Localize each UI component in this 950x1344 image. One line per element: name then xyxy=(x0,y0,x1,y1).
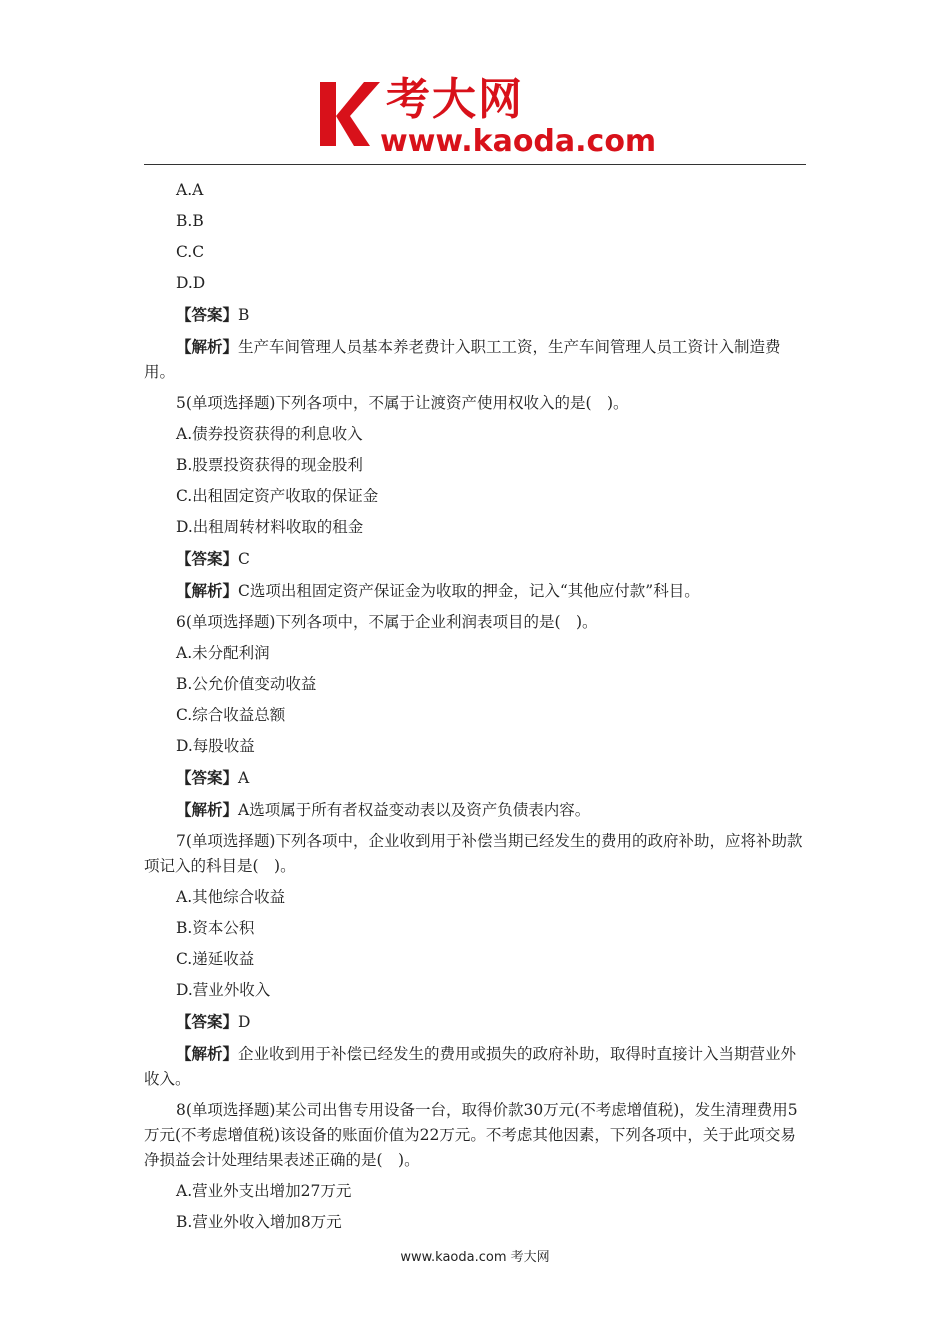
line-text: D.D xyxy=(176,274,206,292)
line-text: C.综合收益总额 xyxy=(176,706,286,724)
line-text: C.出租固定资产收取的保证金 xyxy=(176,487,379,505)
page-footer xyxy=(0,1246,950,1265)
line-text: 5(单项选择题)下列各项中，不属于让渡资产使用权收入的是( )。 xyxy=(176,394,629,412)
line-label: 【解析】 xyxy=(176,800,239,819)
line-text: C.递延收益 xyxy=(176,950,255,968)
doc-line xyxy=(144,913,808,944)
line-text: B.公允价值变动收益 xyxy=(176,675,317,693)
line-text: B.B xyxy=(176,212,204,230)
line-label: 【答案】 xyxy=(176,549,239,568)
line-text: A.债券投资获得的利息收入 xyxy=(176,425,363,443)
doc-line xyxy=(144,794,808,826)
line-text: C选项出租固定资产保证金为收取的押金，记入“其他应付款”科目。 xyxy=(238,582,700,600)
brand-url: www.kaoda.com xyxy=(380,124,657,159)
footer-brand: 考大网 xyxy=(510,1250,550,1265)
line-text: A.其他综合收益 xyxy=(176,888,286,906)
doc-line xyxy=(144,331,808,388)
doc-line xyxy=(144,543,808,575)
page-header xyxy=(0,0,950,170)
line-label: 【答案】 xyxy=(176,768,239,787)
line-label: 【解析】 xyxy=(176,581,239,600)
line-label: 【答案】 xyxy=(176,1012,239,1031)
doc-line xyxy=(144,731,808,762)
doc-line xyxy=(144,975,808,1006)
line-text: D xyxy=(238,1013,251,1031)
doc-line xyxy=(144,669,808,700)
line-label: 【解析】 xyxy=(176,1044,239,1063)
line-text: 生产车间管理人员基本养老费计入职工工资，生产车间管理人员工资计入制造费用。 xyxy=(144,338,781,381)
doc-line xyxy=(144,388,808,419)
line-text: A.A xyxy=(176,181,204,199)
doc-line xyxy=(144,607,808,638)
line-text: D.每股收益 xyxy=(176,737,255,755)
doc-line xyxy=(144,1095,808,1176)
header-divider xyxy=(144,164,806,165)
doc-line xyxy=(144,762,808,794)
line-text: A xyxy=(238,769,250,787)
doc-line xyxy=(144,1207,808,1238)
kaoda-logo-icon xyxy=(318,82,380,150)
footer-url: www.kaoda.com xyxy=(400,1250,507,1265)
doc-line xyxy=(144,512,808,543)
line-label: 【解析】 xyxy=(176,337,239,356)
line-text: B.股票投资获得的现金股利 xyxy=(176,456,363,474)
line-text: 8(单项选择题)某公司出售专用设备一台，取得价款30万元(不考虑增值税)，发生清理费用5万元(不考虑增值税)该设备的账面价值为22万元。不考虑其他因素，下列各项中，关于此项交易净损益会计处理结果表述正确的是( )。 xyxy=(144,1101,798,1169)
line-text: D.营业外收入 xyxy=(176,981,271,999)
doc-line xyxy=(144,175,808,206)
line-text: A选项属于所有者权益变动表以及资产负债表内容。 xyxy=(238,801,591,819)
line-text: 6(单项选择题)下列各项中，不属于企业利润表项目的是( )。 xyxy=(176,613,598,631)
doc-line xyxy=(144,299,808,331)
doc-line xyxy=(144,575,808,607)
line-text: A.未分配利润 xyxy=(176,644,270,662)
line-text: B.资本公积 xyxy=(176,919,255,937)
doc-line xyxy=(144,882,808,913)
line-text: 7(单项选择题)下列各项中，企业收到用于补偿当期已经发生的费用的政府补助，应将补助款项记入的科目是( )。 xyxy=(144,832,803,875)
doc-line xyxy=(144,944,808,975)
doc-line xyxy=(144,1006,808,1038)
line-text: 企业收到用于补偿已经发生的费用或损失的政府补助，取得时直接计入当期营业外收入。 xyxy=(144,1045,797,1088)
doc-line xyxy=(144,450,808,481)
line-text: A.营业外支出增加27万元 xyxy=(176,1182,352,1200)
line-label: 【答案】 xyxy=(176,305,239,324)
brand-name: 考大网 xyxy=(386,74,524,125)
document-body xyxy=(144,175,808,1238)
line-text: B xyxy=(238,306,250,324)
doc-line xyxy=(144,419,808,450)
doc-line xyxy=(144,700,808,731)
doc-line xyxy=(144,268,808,299)
doc-line xyxy=(144,237,808,268)
doc-line xyxy=(144,1176,808,1207)
line-text: D.出租周转材料收取的租金 xyxy=(176,518,364,536)
line-text: B.营业外收入增加8万元 xyxy=(176,1213,342,1231)
line-text: C xyxy=(238,550,250,568)
doc-line xyxy=(144,1038,808,1095)
doc-line xyxy=(144,826,808,882)
doc-line xyxy=(144,638,808,669)
doc-line xyxy=(144,206,808,237)
doc-line xyxy=(144,481,808,512)
line-text: C.C xyxy=(176,243,205,261)
